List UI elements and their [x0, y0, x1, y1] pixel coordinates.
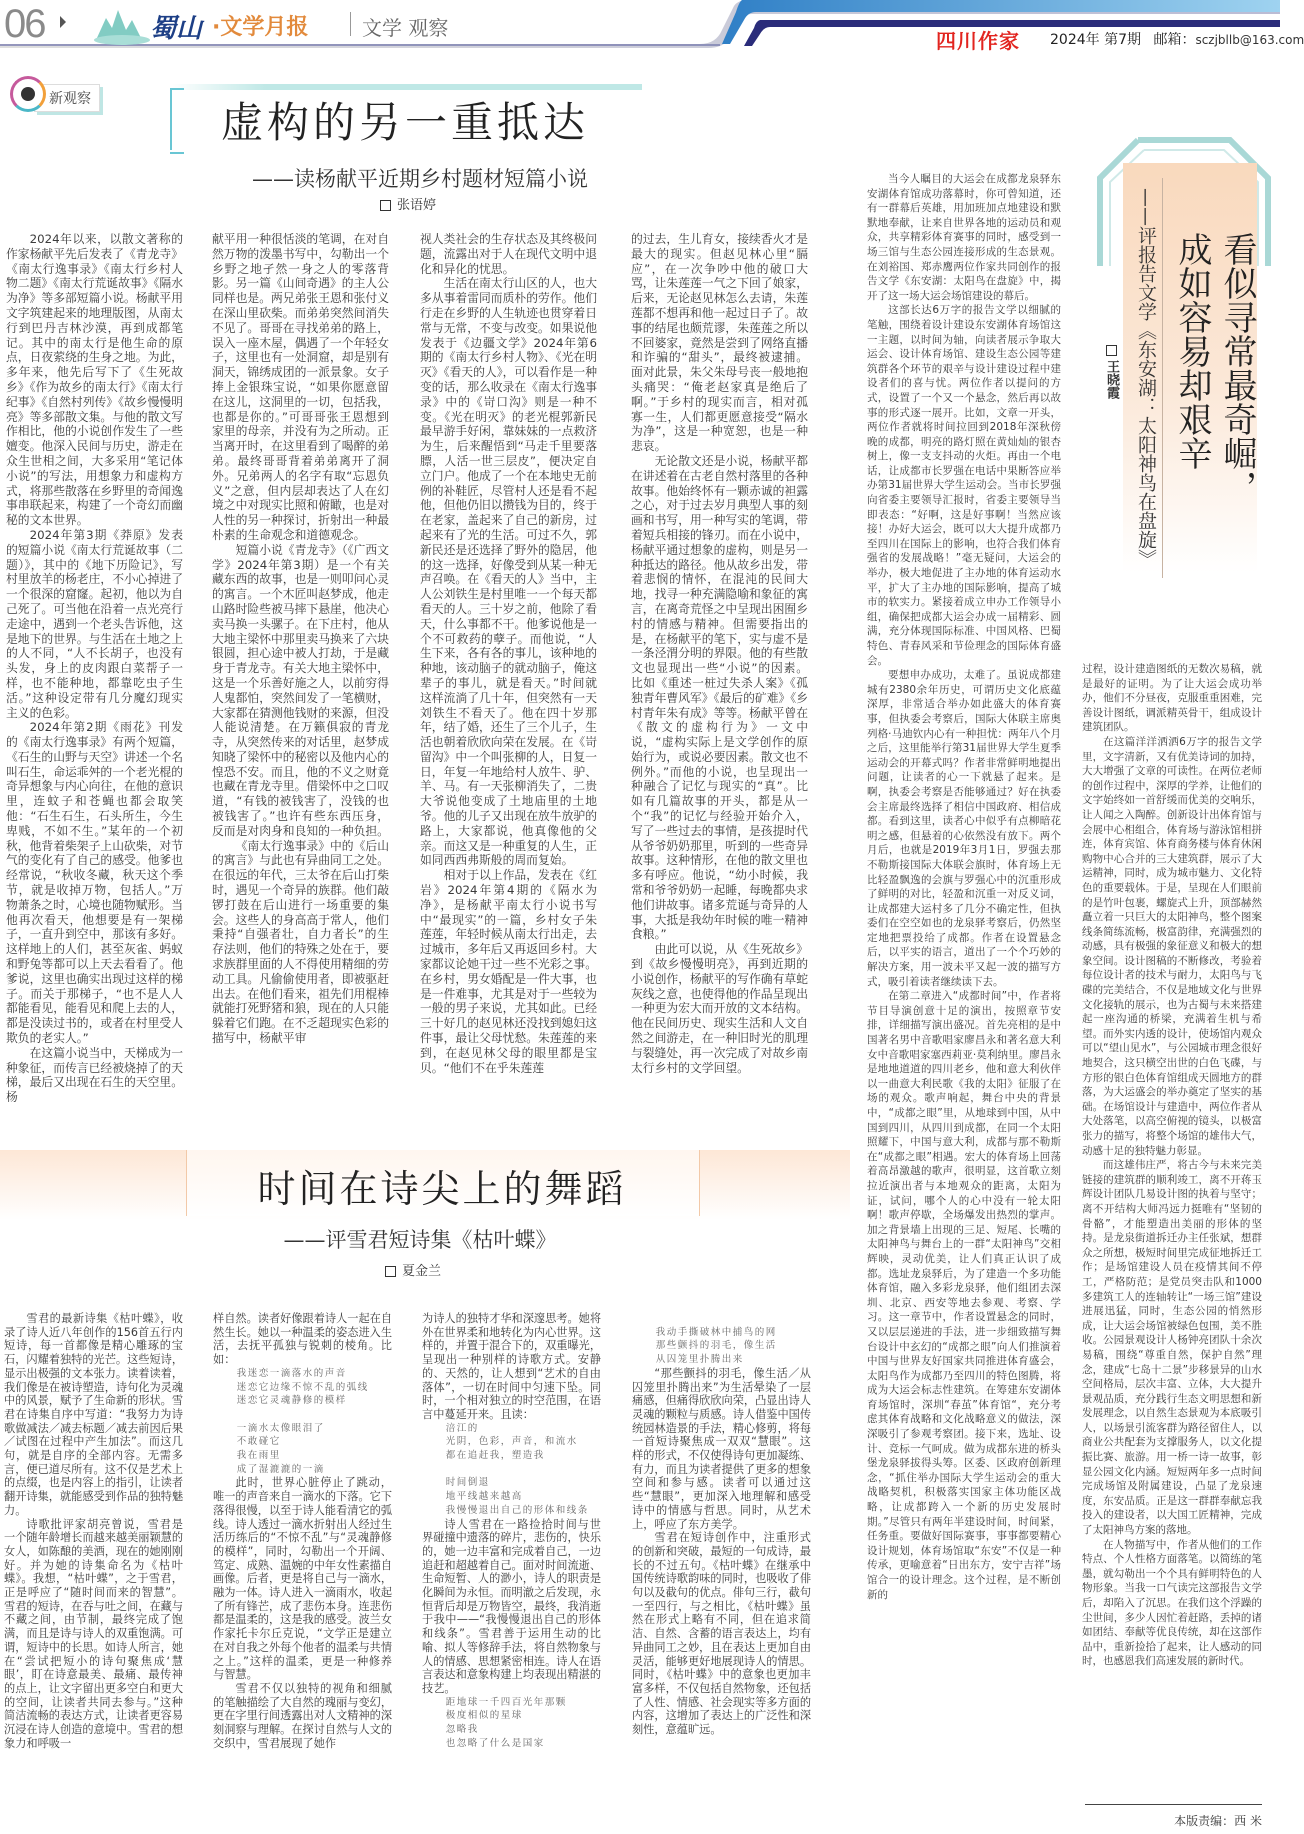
- poem-line: 我迷恋一滴落水的声音: [236, 1367, 347, 1379]
- email-label: 邮箱：: [1153, 32, 1196, 48]
- poem-line: 从囚笼里扑腾出来: [655, 1354, 744, 1366]
- poem-line: 那些颤抖的羽毛，像生活: [655, 1340, 777, 1352]
- brand-logo: 四川作家: [936, 29, 1020, 53]
- paragraph: 由此可以说，从《生死故乡》到《故乡慢慢明亮》，再到近期的小说创作，杨献平的写作确有草蛇灰线之意，也使得他的作品呈现出一种更为宏大而开放的文本结构。他在民间历史、现实生活和人文自然之间游走，在一种旧时光的肌理与裂缝处，再一次完成了对故乡南太行乡村的文学回望。: [631, 942, 808, 1075]
- paragraph: 在这篇洋洋洒洒6万字的报告文学里，文字清新，又有优美诗词的加持，大大增强了文章的可读性。在两位老师的创作过程中，深厚的学养，让他们的文字始终如一首舒缓而优美的交响乐，让人闻之入陶醉。创新设计出体育馆与会展中心相组合，体育场与游泳馆相拼连，体育宾馆、体育商务楼与体育休闲购物中心合并的三大建筑群，展示了大运精神，同时，成为城市魅力、文化特色的重要载体。于是，呈现在人们眼前的是竹叶包裹，螺旋式上升，顶部赫然矗立着一只巨大的太阳神鸟，整个图案线条简练流畅，极富韵律，充满强烈的动感，具有极强的象征意义和极大的想象空间。设计图稿的不断修改，考验着每位设计者的技术与耐力，太阳鸟与飞碟的完美结合，不仅是地域文化与世界文化接轨的展示，也为古蜀与未来搭建起一座沟通的桥梁，充满着生机与希望。而外实内透的设计，使场馆内观众可以“望山见水”，与公园城市理念很好地契合，这只横空出世的白色飞碟，与方形的银白色体育馆组成天圆地方的群落，为大运盛会的举办奠定了坚实的基础。在场馆设计与建造中，两位作者从大处落笔，以高空俯视的镜头，以极富张力的描写，将整个场馆的雄伟大气，动感十足的独特魅力彰显。: [1082, 735, 1262, 1157]
- poem-line: [237, 1408, 392, 1422]
- paragraph: 2024年第3期《莽原》发表的短篇小说《南太行荒诞故事（二题）》，其中的《地下历险记》，写村里放羊的杨老庄，不小心掉进了一个很深的窟窿。起初，他以为自己死了。可当他在沿着一点光亮行走途中，遇到一个老头告诉他，这是地下的世界。与生活在土地之上的人不同，“人不长胡子，也没有头发，身上的皮肉跟白菜帮子一样，也不能种地，都靠吃虫子生活。”这种设定带有几分魔幻现实主义的色彩。: [6, 527, 183, 720]
- article-3-column-1: [867, 172, 1061, 1602]
- article-2-subtitle: ——评雪君短诗集《枯叶蝶》: [283, 1228, 557, 1252]
- paragraph: 相对于以上作品，发表在《红岩》2024年第4期的《隔水为净》，是杨献平南太行小说书写中“最现实”的一篇，乡村女子朱莲莲，年轻时候从南太行出走，去过城市，多年后又再返回乡村。大家都议论她干过一些不光彩之事。在乡村，男女婚配是一件大事，也是一件难事，尤其是对于一些较为一般的男子来说，尤其如此。已经三十好几的赵见林还没找到媳妇这件事，最让父母忧愁。朱莲莲的来到，在赵见林父母的眼里都是宝贝。“他们不在乎朱莲莲: [420, 868, 597, 1075]
- author-name: 夏金兰: [402, 1264, 442, 1279]
- article-2-column-4: [632, 1312, 811, 1737]
- article-2-column-1: [4, 1312, 183, 1751]
- logo-calligraphy: 蜀山: [150, 14, 203, 44]
- paragraph: “那些颤抖的羽毛，像生活／从囚笼里扑腾出来”为生活晕染了一层痛感，但痛得欣欣向荣，凸显出诗人灵魂的颗粒与质感。诗人借鉴中国传统园林造景的手法，精心修剪，将每一首短诗聚焦成一双双“慧眼”。这样的形式，不仅使得诗句更加凝练、有力，而且为读者提供了更多的想象空间和参与感。读者可以通过这些“慧眼”，更加深入地理解和感受诗中的情感与哲思。同时，从艺术上，呼应了东方美学。: [632, 1366, 812, 1531]
- paragraph: 过程，设计建造图纸的无数次易稿，就是最好的证明。为了让大运会成功举办，他们不分昼夜，克服重重困难，完善设计图纸，调派精英骨干，组成设计建筑团队。: [1082, 663, 1262, 734]
- author-name: 王晓霞: [1104, 360, 1119, 399]
- poem-line: 也忽略了什么是国家: [445, 1737, 545, 1749]
- paragraph: 而这雄伟庄严，将古今与未来完美链接的建筑群的顺利竣工，离不开蒋玉辉设计团队几易设计图的执着与坚守；离不开结构大师冯远力挺唯有“坚韧的骨骼”，才能塑造出美丽的形体的坚持。是龙泉街道拆迁办主任张斌，想群众之所想，极短时间里完成征地拆迁工作；是场馆建设人员在疫情其间不停工，严格防范；是党员突击队和1000多建筑工人的连轴转让“一场三馆”建设进展迅猛，同时，生态公园的悄然形成，让大运会场馆被绿色包围，美不胜收。公园景观设计人杨钟亮团队十余次易稿，围绕“尊重自然，保护自然”理念，建成“七岛十二景”步移景异的山水空间格局，层次丰富、立体，大大提升景观品质，充分践行生态文明思想和新发展理念，以自然生态景观为本底吸引人，以场景引流客群为路径留住人，以商业公共配套为支撑服务人，以文化提振比赛、旅游。用一桥一诗一故事，彰显公园文化内涵。短短两年多一点时间完成场馆及附属建设，凸显了龙泉速度，东安品质。正是这一群群奉献忘我投入的建设者，以大国工匠精神，完成了太阳神鸟方案的落地。: [1082, 1159, 1262, 1537]
- column-badge-label: 新观察: [34, 84, 100, 112]
- paragraph: 在第二章进入“成都时间”中，作者将节目导演创意十足的演出，按照章节安排，详细描写演出盛况。首先亮相的是中国著名男中音歌唱家廖昌永和著名意大利女中音歌唱家塞西莉亚·莫利纳里。廖昌永是地地道道的四川老乡，他和意大利伙伴以一曲意大利民歌《我的太阳》征服了在场的观众。歌声响起，舞台中央的背景中，“成都之眼”里，从地球到中国，从中国到四川，从四川到成都，在同一个太阳照耀下，中国与意大利，成都与那不勒斯在“成都之眼”相遇。宏大的体育场上回荡着高昂激越的歌声，很明显，这首歌立刻拉近演出者与本地观众的距离，太阳为证，试问，哪个人的心中没有一轮太阳啊！歌声停歇，全场爆发出热烈的掌声。加之背景墙上出现的三足、短尾、长嘴的太阳神鸟与舞台上的一群“太阳神鸟”交相辉映，灵动优美，让人们真正认识了成都。选址龙泉驿后，为了建造一个多功能体育馆，融入多彩龙泉驿，他们组团去深圳、北京、西安等地去参观、考察、学习。这一章节中，作者设置悬念的同时，又以层层递进的手法，进一步细致描写舞台设计中玄幻的“成都之眼”向人们推演着中国与世界友好国家共同推进体育盛会，太阳鸟作为成都乃至四川的特色图腾，将成为大运会标志性建筑。在筹建东安湖体育场馆时，深圳“春茧”体育馆“，充分考虑其体育战略和文化战略意义的做法，深深吸引了参观考察团。接下来，选址、设计、竞标一气呵成。做为成都东进的桥头堡龙泉驿拔得头筹。区委、区政府创新理念，“抓住举办国际大学生运动会的重大战略契机，积极落实国家主体功能区战略，让成都跨入一个新的历史发展时期。”尽管只有两年半建设时间，时间紧，任务重。要做好国际赛事，事事都要精心设计规划，体育场馆取“东安”不仅是一种传承，更喻意着“日出东方，安宁吉祥”场馆合一的设计理念。这个过程，是不断创新的: [867, 990, 1061, 1601]
- publication-name: ·文学月报: [212, 15, 309, 40]
- article-2-title: 时间在诗尖上的舞蹈: [257, 1167, 627, 1211]
- paragraph: 献平用一种很恬淡的笔调，在对自然万物的泼墨书写中，勾勒出一个乡野之地孑然一身之人的零落背影。另一篇《山间奇遇》的主人公同样也是。两兄弟张王恩和张付义在深山里砍柴。而弟弟突然间消失不见了。哥哥在寻找弟弟的路上，误入一座木屋，偶遇了一个年轻女子，这里也有一处洞窟，却是别有洞天，锦绣成团的一派景象。女子捧上金银珠宝说，“如果你愿意留在这儿，这洞里的一切，包括我，也都是你的。”可哥哥张王恩想到家里的母亲，并没有为之所动。正当离开时，在这里看到了喝醉的弟弟。最终哥哥背着弟弟离开了洞外。兄弟两人的名字有取“忘恩负义”之意，但内层却表达了人在幻境之中对现实比照和俯瞰，也是对人性的另一种探讨，折射出一种最朴素的生命观念和道德观念。: [212, 232, 389, 542]
- poem-line: 一滴水太像眼泪了: [236, 1422, 325, 1434]
- poem-line: 我在雨里: [236, 1450, 281, 1462]
- paragraph: 这部长达6万字的报告文学以细腻的笔触，围绕着设计建设东安湖体育场馆这一主题，以时间为轴，向读者展示争取大运会、设计体育场馆、建设生态公园等建筑群各个环节的艰辛与设计建设过程中建设者们的喜与忧。两位作者以提问的方式，设置了一个又一个悬念，然后再以故事的形式逐一展开。比如，文章一开头，两位作者就将时间拉回到2018年深秋傍晚的成都，明亮的路灯照在黄灿灿的银杏树上，像一支支抖动的火炬。再由一个电话，让成都市长罗强在电话中果断答应举办第31届世界大学生运动会。当市长罗强向省委主要领导汇报时，省委主要领导当即表态：“好啊，这是好事啊！当然应该接！办好大运会，既可以大大提升成都乃至四川在国际上的影响，也符合我们体育强省的发展战略！”毫无疑问，大运会的举办，极大地促进了主办地的体育运动水平，扩大了主办地的国际影响，提高了城市的软实力。紧接着成立申办工作领导小组，确保把成都大运会办成一届精彩、圆满，充分体现国际标准、中国风格、巴蜀特色、青春风采和节俭理念的国际体育盛会。: [867, 304, 1061, 667]
- paragraph: 2024年以来，以散文著称的作家杨献平先后发表了《青龙寺》《南太行逸事录》《南太行乡村人物二题》《南太行荒诞故事》《隔水为净》等多部短篇小说。杨献平用文字筑建起来的地理版图，从南太行到巴丹吉林沙漠，再到成都笔记。其中的南太行是他生命的原点，日夜萦绕的生身之地。为此，多年来，他先后写下了《生死故乡》《作为故乡的南太行》《南太行纪事》《自然村列传》《故乡慢慢明亮》等多部散文集。与他的散文写作相比，他的小说创作发生了一些嬗变。他深入民间与历史，游走在众生世相之间，大多采用“笔记体小说”的写法，用想象力和虚构方式，将那些散落在乡野里的奇闻逸事串联起来，构建了一个奇幻而幽秘的文本世界。: [6, 232, 183, 528]
- paragraph: 生活在南太行山区的人，也大多从事着雷同而质朴的劳作。他们行走在乡野的人生轨迹也贯穿着日常与无常，不变与改变。如果说他发表于《边疆文学》2024年第6期的《南太行乡村人物》、《光在明灭》《看天的人》，可以看作是一种变的话，那么收录在《南太行逸事录》中的《岢口沟》则是一种不变。《光在明灭》的老光棍郭新民最早游手好闲，靠妹妹的一点救济为生，后来醒悟到“马走千里要落膘，人活一世三层皮”，便决定自立门户。他成了一个在本地史无前例的补鞋匠，尽管村人还是看不起他，但他仍旧以攒钱为目的，终于在老家，盖起来了自己的新房，过起来有了光的生活。可过不久，郭新民还是还选择了野外的隐居，他的这一选择，好像受到从某一种无声召唤。在《看天的人》当中，主人公刘铁生是村里唯一一个每天都看天的人。三十岁之前，他除了看天，什么事都不干。他爹说他是一个不可救药的孽子。而他说，“人生下来，各有各的事儿，该种地的种地，该动脑子的就动脑子，俺这辈子的事儿，就是看天。”时间就这样流淌了几十年，但突然有一天刘铁生不看天了。他在四十岁那年，结了婚，还生了三个儿子，生活也朝着欣欣向荣在发展。在《岢留沟》中一个叫张柳的人，日复一日，年复一年地给村人放牛、驴、羊、马。有一天张柳消失了，二贵大爷说他变成了土地庙里的土地爷。他的儿子又出现在放牛放驴的路上，大家都说，他真像他的父亲。而这又是一种重复的人生，正如同西西弗斯般的周而复始。: [420, 276, 597, 868]
- paragraph: 2024年第2期《雨花》刊发的《南太行逸事录》有两个短篇，《石生的山野与天空》讲述一个名叫石生，命运乖舛的一个老光棍的奇异想象与内心向往，在他的意识里，连蚊子和苍蝇也都会取笑他：“石生石生，石头所生，今生卑贱，不如不生。”某年的一个初秋，他背着柴架子上山砍柴，对节气的变化有了自己的感受。他爹也经常说，“秋收冬藏，秋天这个季节，就是收掉万物，包括人。”万物萧条之时，心境也随物赋形。当他再次看天，他想要是有一架梯子，一直升到空中，那该有多好。这样地上的人们，甚至灰雀、蚂蚁和野兔等都可以上天去看看了。他爹说，这里也确实出现过这样的梯子。而关于那梯子，“也不是人人都能看见，能看见和爬上去的人，都是没读过书的，或者在村里受人欺负的老实人。”: [6, 720, 183, 1046]
- poem-line: 距地球一千四百光年那颗: [445, 1696, 567, 1708]
- paragraph: 此时，世界心脏停止了跳动，唯一的声音来自一滴水的下落。它下落得很慢，以至于诗人能看清它的弧线。诗人透过一滴水折射出人经过生活历练后的“不惊不乱”与“灵魂静修的模样”，同时，勾勒出一个开阔、笃定、成熟、温婉的中年女性素描自画像。后者，更是将自己与一滴水，融为一体。诗人进入一滴雨水，收起了所有锋芒，成了悲伤本身。连悲伤都是温柔的，这是我的感受。波兰女作家托卡尔丘克说，“文学正是建立在对自我之外每个他者的温柔与共情之上。”这样的温柔，更是一种修养与智慧。: [213, 1476, 393, 1682]
- poem-line: 光阴，色彩，声音，和流水: [445, 1436, 578, 1448]
- article-1-author: [380, 194, 436, 213]
- article-3-title-line-1: 看似寻常最奇崛，: [1217, 232, 1257, 504]
- poem-line: 我动手撕破林中捕鸟的网: [655, 1326, 777, 1338]
- paragraph: 视人类社会的生存状态及其终极问题，流露出对于人在现代文明中退化和异化的忧思。: [420, 232, 597, 276]
- author-box-icon: [385, 1266, 396, 1277]
- poem-line: 时间倒退: [445, 1477, 490, 1489]
- article-1-column-1: [6, 232, 183, 1105]
- paragraph: 无论散文还是小说，杨献平都在讲述着在古老自然村落里的各种故事。他始终怀有一颗赤诚的袒露之心，对于过去岁月典型人事的刻画和书写，用一种写实的笔调，带着短兵相接的锋刃。而在小说中，杨献平通过想象的虚构，则是另一种抵达的路径。他从故乡出发，带着悲悯的情怀，在混沌的民间大地，找寻一种充满隐喻和象征的寓言，在离奇荒怪之中呈现出困囿乡村的情感与精神。但需要指出的是，在杨献平的笔下，实与虚不是一条泾渭分明的界限。他的有些散文也显现出一些“小说”的因素。比如《重述一桩过失杀人案》《孤独青年曹风军》《最后的矿难》《乡村青年朱有成》等等。杨献平曾在《散文的虚构行为》一文中说，“虚构实际上是文学创作的原始行为，或说必要因素。散文也不例外。”而他的小说，也呈现出一种融合了记忆与现实的“真”。比如有几篇故事的开头，都是从一个“我”的记忆与经验开始介入，写了一些过去的事情，是孩提时代从爷爷奶奶那里，听到的一些奇异故事。这种情形，在他的散文里也多有呼应。他说，“幼小时候，我常和爷爷奶奶一起睡，每晚都央求他们讲故事。诸多荒诞与奇异的人事，大抵是我幼年时候的唯一精神食粮。”: [631, 453, 808, 942]
- poem-line: 不敢碰它: [236, 1436, 281, 1448]
- issue-number: 2024年 第7期: [1050, 32, 1141, 48]
- paragraph: 在人物描写中，作者从他们的工作特点、个人性格方面落笔。以简练的笔墨，就勾勒出一个个具有鲜明特色的人物形象。当我一口气读完这部报告文学后，却陷入了沉思。在我们这个浮躁的尘世间，多少人因忙着赶路，丢掉的诸如团结、奉献等优良传统，却在这部作品中，重新捡拾了起来，让人感动的同时，也感恩我们高速发展的新时代。: [1082, 1538, 1262, 1668]
- poem-line: 忽略我: [445, 1724, 479, 1736]
- poem-line: 极度相似的星球: [445, 1710, 523, 1722]
- article-3-author: [1102, 345, 1121, 399]
- email-address: sczjbllb@163.com: [1195, 33, 1304, 47]
- header-divider: [350, 12, 351, 36]
- poem-excerpt: [656, 1312, 811, 1367]
- paragraph: 雪君在短诗创作中，注重形式的创新和突破，最短的一句成诗，最长的不过五句。《枯叶蝶》在继承中国传统诗歌韵味的同时，也吸收了俳句以及截句的优点。俳句三行，截句一至四行，与之相比，《枯叶蝶》虽然在形式上略有不同，但在追求简洁、自然、含蓄的语言表达上，均有异曲同工之妙，且在表达上更加自由灵活，能够更好地展现诗人的情思。同时，《枯叶蝶》中的意象也更加丰富多样，不仅包括自然物象，还包括了人性、情感、社会现实等多方面的内容，这增加了表达上的广泛性和深刻性，意蕴旷远。: [632, 1531, 812, 1737]
- page-number: 06: [4, 2, 45, 46]
- article-2-column-3: [422, 1312, 601, 1750]
- section-name: 文学 观察: [362, 16, 449, 40]
- article-1-title: 虚构的另一重抵达: [220, 98, 589, 147]
- paragraph: 诗人雪君在一路捡拾时间与世界碰撞中遗落的碎片，悲伤的，快乐的，她一边丰富和完成着自己，一边追赶和超越着自己。面对时间流逝、生命短暂、人的渺小，诗人的职责是化瞬间为永恒。而明澈之后发现，永恒背后却是万物皆空，最终，我消逝于我中——“我慢慢退出自己的形体和线条”。雪君善于运用生动的比喻、拟人等修辞手法，将自然物象与人的情感、思想紧密相连。诗人在语言表达和意象构建上均表现出精湛的技艺。: [422, 1517, 602, 1695]
- eye-icon: [10, 76, 46, 112]
- poem-line: 涪江的: [445, 1422, 479, 1434]
- article-2-author: [385, 1260, 441, 1279]
- poem-line: 成了湿漉漉的一滴: [236, 1463, 325, 1475]
- poem-line: [446, 1463, 601, 1477]
- article-1-column-4: [631, 232, 808, 1075]
- issue-info: [1050, 29, 1304, 49]
- author-name: 张语婷: [397, 198, 437, 213]
- footer-divider: [1085, 1804, 1262, 1805]
- author-box-icon: [380, 200, 391, 211]
- paragraph: 为诗人的独特才华和深邃思考。她将外在世界柔和地转化为内心世界。这样的，并置于混合下的，双重曝光，呈现出一种别样的诗歌方式。安静的、天然的，让人想到“艺术的自由落体”，一切在时间中匀速下坠。同时，一个相对独立的时空范围，在语言中蔓延开来。且读：: [422, 1312, 602, 1421]
- article-3-column-2: [1082, 662, 1262, 1669]
- poem-line: 我慢慢退出自己的形体和线条: [445, 1504, 589, 1516]
- title-divider: [1162, 178, 1163, 578]
- paragraph: 要想申办成功，太难了。虽说成都建城有2380余年历史，可谓历史文化底蕴深厚，非常适合举办如此盛大的体育赛事，但执委会考察后，国际大体联主席奥列格·马迪钦内心有一种担忧：两年八个月之后，这里能举行第31届世界大学生夏季运动会的开幕式吗？作者非常鲜明地提出问题，让读者的心一下就悬了起来。是啊，执委会考察是否能够通过？好在执委会主席最终选择了相信中国政府、相信成都。看到这里，读者心中似乎有点柳暗花明之感，但悬着的心依然没有放下。两个月后，也就是2019年3月1日，罗强去那不勒斯接国际大体联会旗时，体育场上无比轻盈飘逸的会旗与罗强心中的沉重形成了鲜明的对比，轻盈和沉重一对反义词，让成都建大运村多了几分不确定性，但执委们在空空如也的龙泉驿考察后，仍然坚定地把票投给了成都。作者在设置悬念后，以平实的语言，道出了一个个巧妙的解决方案，用一波未平又起一波的描写方式，吸引着读者继续读下去。: [867, 669, 1061, 988]
- poem-line: [656, 1312, 811, 1326]
- paragraph: 短篇小说《青龙寺》（《广西文学》2024年第3期）是一个有关藏东西的故事，也是一则叩问心灵的寓言。一个木匠叫赵梦成，他走山路时险些被马摔下悬崖，他决心卖马换一头骡子。在下庄村，他从大地主梁怀中那里卖马换来了六块银圆，担心途中被人打劫，于是藏身于青龙寺。有关大地主梁怀中，这是一个乐善好施之人，以前穷得人鬼都怕，突然间发了一笔横财，大家都在猜测他钱财的来源，但没人能说清楚。在万籁俱寂的青龙寺，从突然传来的对话里，赵梦成知晓了梁怀中的秘密以及他内心的惶恐不安。而且，他的不义之财竟也藏在青龙寺里。借梁怀中之口叹道，“有钱的被钱害了，没钱的也被钱害了。”也许有些东西压身，反而是对肉身和良知的一种负担。: [212, 542, 389, 838]
- article-1-column-2: [212, 232, 389, 1046]
- poem-excerpt: [446, 1696, 601, 1751]
- paragraph: 当今人瞩目的大运会在成都龙泉驿东安湖体育馆成功落幕时，你可曾知道，还有一群幕后英雄，用加班加点地建设和默默地奉献，让来自世界各地的运动员和观众，共享精彩体育赛事的同时，感受到一场三馆与生态公园连接形成的生态景观。在刘裕国、郑赤鹰两位作家共同创作的报告文学《东安湖：太阳鸟在盘旋》中，揭开了这一场大运会场馆建设的幕后。: [867, 173, 1061, 302]
- poem-line: 都在追赶我，塑造我: [445, 1450, 545, 1462]
- poem-excerpt: [237, 1367, 392, 1477]
- author-box-icon: [1106, 345, 1117, 356]
- poem-line: 迷恋它灵魂静修的模样: [236, 1395, 347, 1407]
- column-badge: [10, 76, 112, 110]
- paragraph: 《南太行逸事录》中的《后山的寓言》与此也有异曲同工之处。在很远的年代，三太爷在后山打柴时，遇见一个奇异的族群。他们敲锣打鼓在后山进行一场重要的集会。这些人的身高高于常人，他们秉持“自强者壮，自力者长”的生存法则，他们的特殊之处在于，要求族群里面的人不得使用精细的劳动工具。凡偷偷使用者，即被驱赶出去。在他们看来，祖先们用棍棒就能打死野猪和狼，现在的人只能躲着它们跑。在不乏超现实色彩的描写中，杨献平审: [212, 838, 389, 1046]
- poem-excerpt: [446, 1422, 601, 1518]
- article-3-title-line-2: 成如容易却艰辛: [1172, 232, 1212, 470]
- paragraph: 诗歌批评家胡亮曾说，雪君是一个随年龄增长而越来越美丽颖慧的女人，如陈酿的美酒，现在的她刚刚好。并为她的诗集命名为《枯叶蝶》。我想，“枯叶蝶”，之于雪君，正是呼应了“随时间而来的智慧”。雪君的短诗，在吞与吐之间，在藏与不藏之间，由节制，最终完成了饱满，而且是诗与诗人的双重饱满。可谓，短诗中的长思。如诗人所言，她在“尝试把短小的诗句聚焦成‘慧眼’，盯在诗意最美、最痛、最传神的点上，让文字留出更多空白和更大的空间，让读者共同去参与。”这种简洁流畅的表达方式，让读者更容易沉浸在诗人创造的意境中。雪君的想象力和呼吸一: [4, 1517, 184, 1750]
- page-editor: 本版责编：西 米: [1174, 1814, 1262, 1828]
- paragraph: 在这篇小说当中，天梯成为一种象征，而传言已经被烧掉了的天梯，最后又出现在石生的天空里。杨: [6, 1045, 183, 1105]
- poem-line: 迷恋它边缘不惊不乱的弧线: [236, 1381, 369, 1393]
- paragraph: 雪君不仅以独特的视角和细腻的笔触描绘了大自然的瑰丽与变幻，更在字里行间透露出对人文精神的深刻洞察与理解。在探讨自然与人文的交织中，雪君展现了她作: [213, 1681, 393, 1750]
- article-2-column-2: [213, 1312, 392, 1750]
- poem-line: 地平线越来越高: [445, 1491, 523, 1503]
- paragraph: 的过去，生儿育女，接续香火才是最大的现实。但赵见林心里“膈应”，在一次争吵中他的破口大骂，让朱莲莲一气之下回了娘家，后来，无论赵见林怎么去请，朱莲莲都不想再和他一起过日子了。故事的结尾也颇荒谬，朱莲莲之所以不回婆家，竟然是尝到了网络直播和诈骗的“甜头”，最终被逮捕。面对此景，朱父朱母号丧一般地抱头痛哭：“俺老赵家真是绝后了啊。”于乡村的现实而言，相对孤寡一生，人们都更愿意接受“隔水为净”，这是一种宽恕，也是一种悲哀。: [631, 232, 808, 454]
- paragraph: 雪君的最新诗集《枯叶蝶》，收录了诗人近八年创作的156首五行内短诗，每一首都像是精心雕琢的宝石，闪耀着独特的光芒。这些短诗，显示出极强的文本张力。读着读着，我们像是在被诗塑造，诗句化为灵魂中的风景，赋予了生命新的形状。雪君在诗集自序中写道：“我努力为诗歌做减法／减去标题／减去前因后果／试图在过程中产生加法”。而这几句，就是自序的全部内容。无需多言，便已道尽所有。这不仅是艺术上的点缀，也是内容上的指引，让读者翻开诗集，就能感受到作品的独特魅力。: [4, 1312, 184, 1517]
- paragraph: 样自然。读者好像跟着诗人一起在自然生长。她以一种温柔的姿态进入生活，去抚平孤独与锐刺的棱角。比如：: [213, 1312, 393, 1367]
- article-1-subtitle: ——读杨献平近期乡村题材短篇小说: [252, 167, 588, 191]
- article-3-subtitle: ——评报告文学《东安湖：太阳神鸟在盘旋》: [1135, 188, 1157, 568]
- article-1-column-3: [420, 232, 597, 1075]
